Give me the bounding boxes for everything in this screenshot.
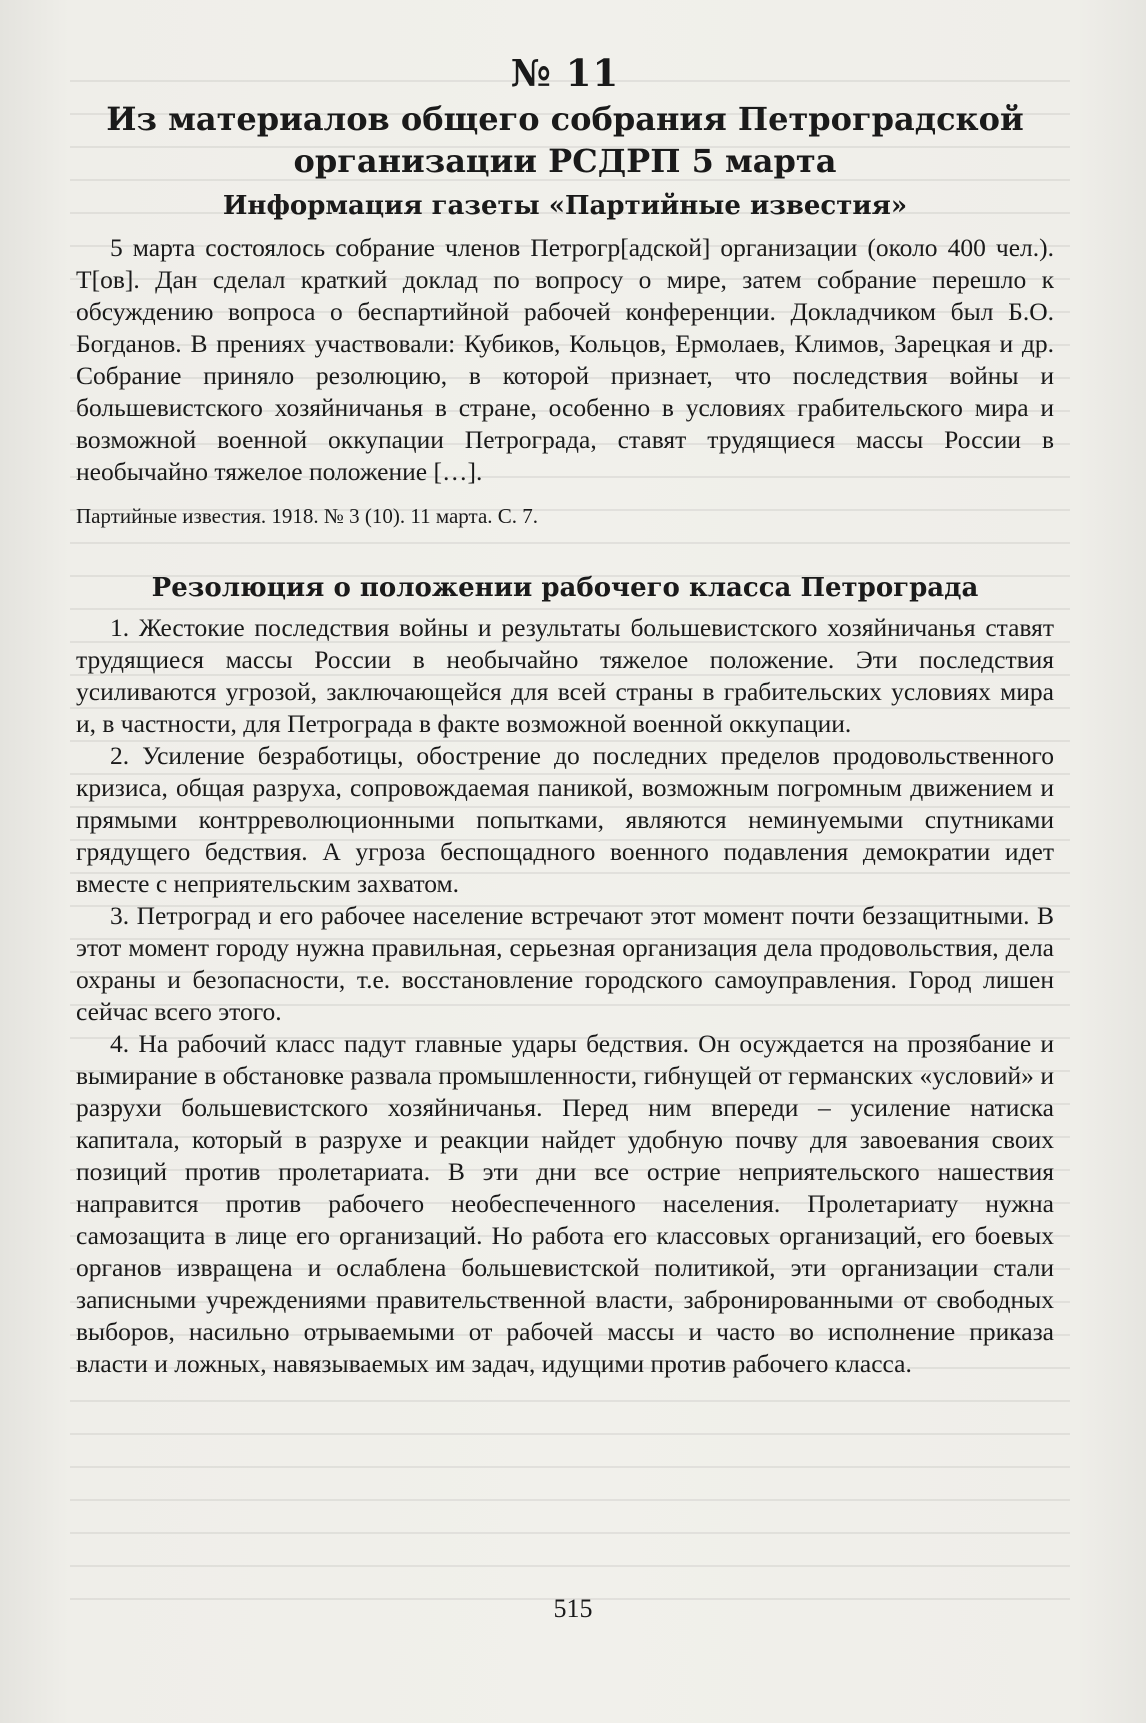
document-title-line-2: организации РСДРП 5 марта: [293, 142, 837, 180]
resolution-point-2: 2. Усиление безработицы, обострение до последних пределов продовольственного кризиса, общая разруха, сопровождаемая паникой, возможным погромным движением и прямыми контрреволюционными попытками, являются неминуемыми спутниками грядущего бедствия. А угроза беспощадного военного подавления демократии идет вместе с неприятельским захватом.: [76, 741, 1054, 898]
resolution-point-3: 3. Петроград и его рабочее население встречают этот момент почти беззащитными. В этот момент городу нужна правильная, серьезная организация дела продовольствия, дела охраны и безопасности, т.е. восстановление городского самоуправления. Город лишен сейчас всего этого.: [76, 901, 1054, 1026]
page-number: 515: [553, 1594, 593, 1623]
resolution-title: Резолюция о положении рабочего класса Петрограда: [151, 573, 979, 603]
document-subtitle: Информация газеты «Партийные известия»: [222, 191, 908, 221]
source-citation: Партийные известия. 1918. № 3 (10). 11 марта. С. 7.: [76, 504, 539, 528]
resolution-point-1: 1. Жестокие последствия войны и результаты большевистского хозяйничанья ставят трудящиеся массы России в необычайно тяжелое положение. Эти последствия усиливаются угрозой, заключающейся для всей страны в грабительских условиях мира и, в частности, для Петрограда в факте возможной военной оккупации.: [76, 613, 1054, 738]
document-number: № 11: [510, 51, 620, 95]
document-title-line-1: Из материалов общего собрания Петроградской: [106, 100, 1024, 138]
text-column: [76, 52, 1054, 1380]
intro-paragraph: 5 марта состоялось собрание членов Петрогр[адской] организации (около 400 чел.). Т[ов]. Дан сделал краткий доклад по вопросу о мире, затем собрание перешло к обсуждению вопроса о беспартийной рабочей конференции. Докладчиком был Б.О. Богданов. В прениях участвовали: Кубиков, Кольцов, Ермолаев, Климов, Зарецкая и др. Собрание приняло резолюцию, в которой признает, что последствия войны и большевистского хозяйничанья в стране, особенно в условиях грабительского мира и возможной военной оккупации Петрограда, ставят трудящиеся массы России в необычайно тяжелое положение […].: [76, 233, 1054, 486]
resolution-point-4: 4. На рабочий класс падут главные удары бедствия. Он осуждается на прозябание и вымирание в обстановке развала промышленности, гибнущей от германских «условий» и разрухи большевистского хозяйничанья. Перед ним впереди – усиление натиска капитала, который в разрухе и реакции найдет удобную почву для завоевания своих позиций против пролетариата. В эти дни все острие неприятельского нашествия направится против рабочего необеспеченного населения. Пролетариату нужна самозащита в лице его организаций. Но работа его классовых организаций, его боевых органов извращена и ослаблена большевистской политикой, эти организации стали записными учреждениями правительственной власти, забронированными от свободных выборов, насильно отрываемыми от рабочей массы и часто во исполнение приказа власти и ложных, навязываемых им задач, идущими против рабочего класса.: [76, 1029, 1054, 1378]
